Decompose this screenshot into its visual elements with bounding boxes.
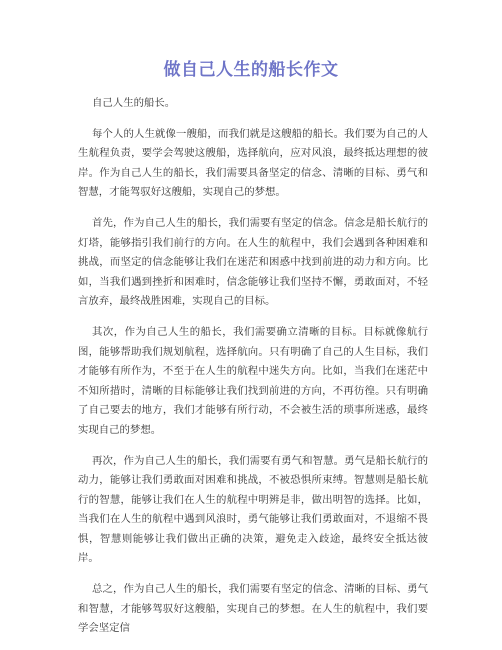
paragraph-courage-wisdom: 再次，作为自己人生的船长，我们需要有勇气和智慧。勇气是船长航行的动力，能够让我们勇敢面对困难和挑战，不被恐惧所束缚。智慧则是船长航行的智慧，能够让我们在人生的航程中明辨是非，做出明智的选择。比如，当我们在人生的航程中遇到风浪时，勇气能够让我们勇敢面对，不退缩不畏惧，智慧则能够让我们做出正确的决策，避免走入歧途，最终安全抵达彼岸。 <box>78 454 428 565</box>
paragraph-overview: 每个人的人生就像一艘船，而我们就是这艘船的船长。我们要为自己的人生航程负责，要学会驾驶这艘船，选择航向，应对风浪，最终抵达理想的彼岸。作为自己人生的船长，我们需要具备坚定的信念、清晰的目标、勇气和智慧，才能驾驭好这艘船，实现自己的梦想。 <box>78 127 428 199</box>
paragraph-goals: 其次，作为自己人生的船长，我们需要确立清晰的目标。目标就像航行图，能够帮助我们规划航程，选择航向。只有明确了自己的人生目标，我们才能够有所作为，不至于在人生的航程中迷失方向。比如，当我们在迷茫中不知所措时，清晰的目标能够让我们找到前进的方向，不再彷徨。只有明确了自己要去的地方，我们才能够有所行动，不会被生活的琐事所迷惑，最终实现自己的梦想。 <box>78 325 428 436</box>
document-body <box>78 94 428 650</box>
document-title: 做自己人生的船长作文 <box>163 60 339 80</box>
paragraph-belief: 首先，作为自己人生的船长，我们需要有坚定的信念。信念是船长航行的灯塔，能够指引我们前行的方向。在人生的航程中，我们会遇到各种困难和挑战，而坚定的信念能够让我们在迷茫和困惑中找到前进的动力和方向。比如，当我们遇到挫折和困难时，信念能够让我们坚持不懈，勇敢面对，不轻言放弃，最终战胜困难，实现自己的目标。 <box>78 216 428 308</box>
paragraph-conclusion: 总之，作为自己人生的船长，我们需要有坚定的信念、清晰的目标、勇气和智慧，才能够驾驭好这艘船，实现自己的梦想。在人生的航程中，我们要学会坚定信 <box>78 583 428 635</box>
paragraph-intro: 自己人生的船长。 <box>92 97 176 109</box>
